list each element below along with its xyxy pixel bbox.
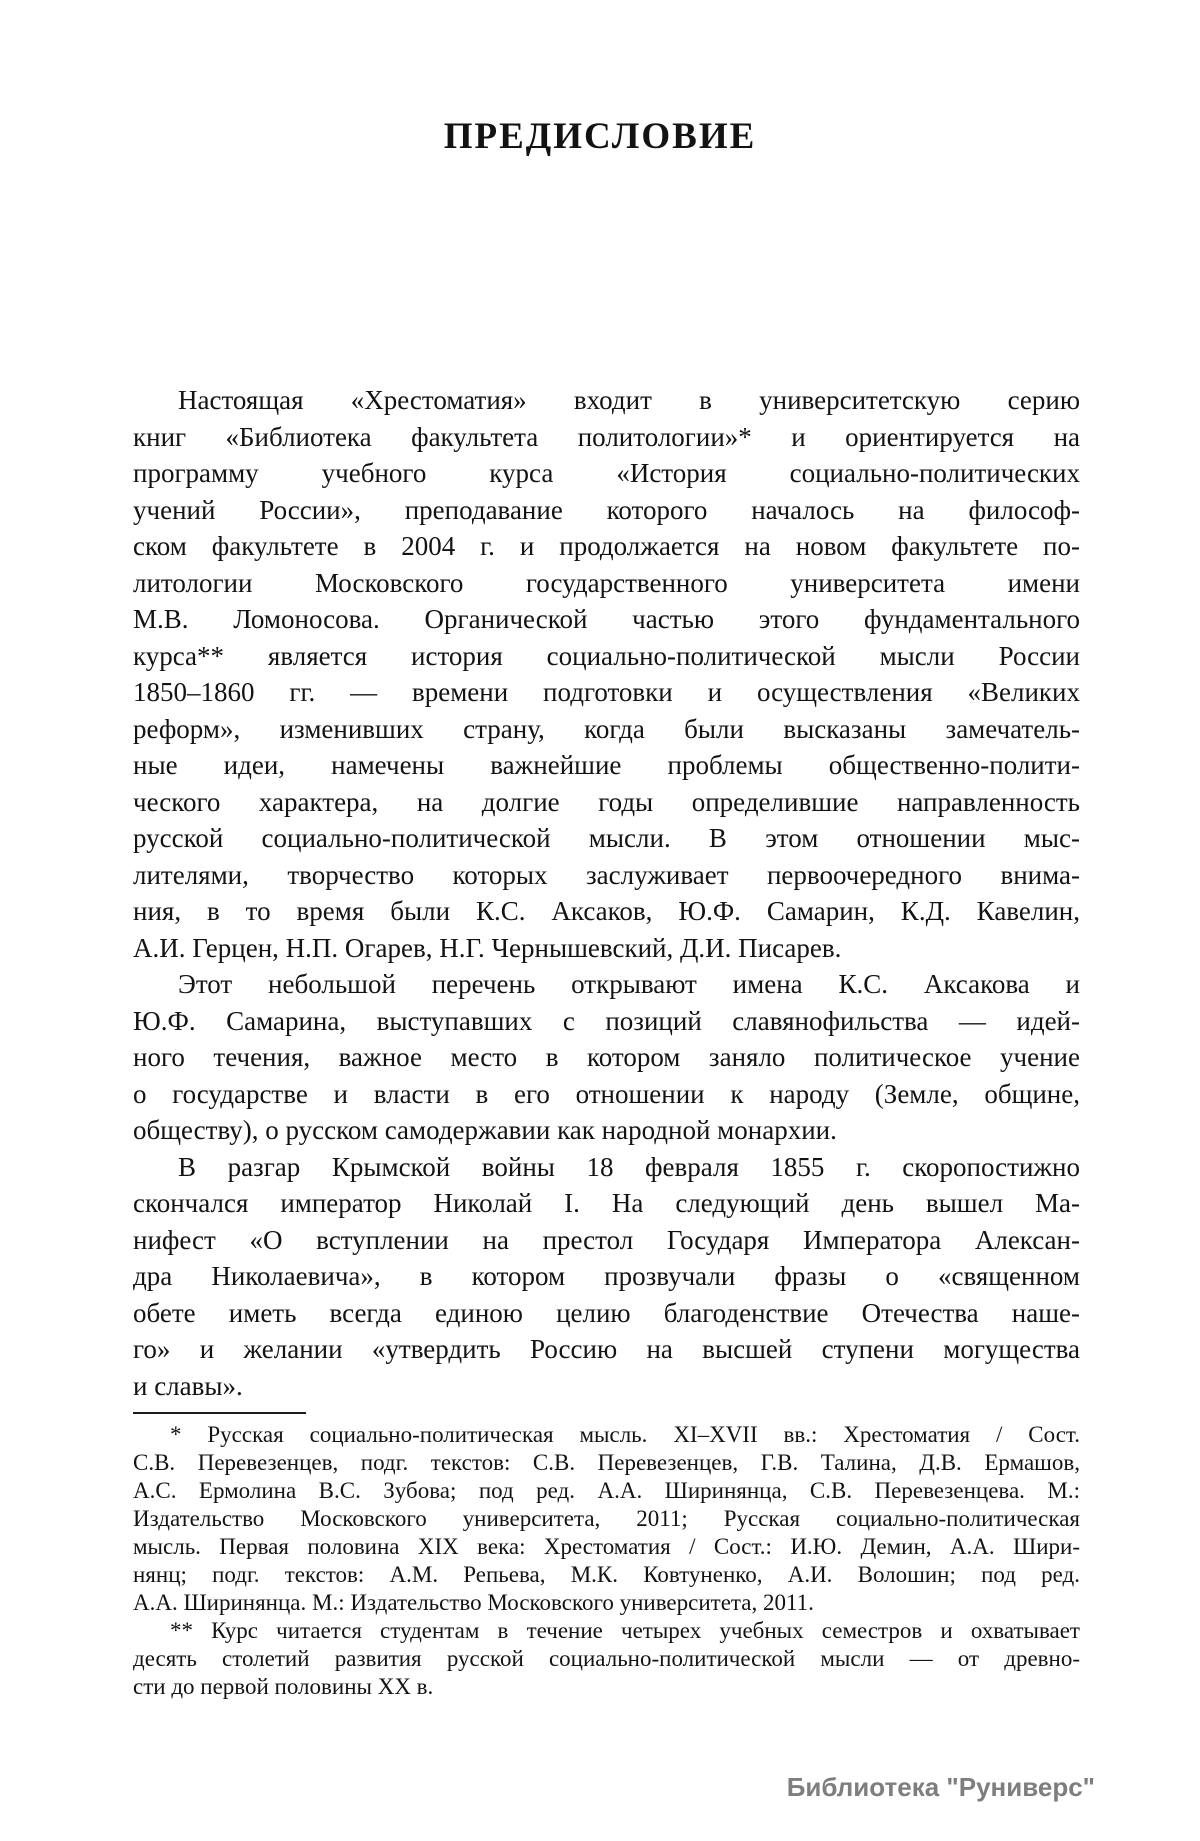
text-line: дра Николаевича», в котором прозвучали фразы о «священном bbox=[133, 1261, 1080, 1291]
text-line: ** Курс читается студентам в течение четырех учебных семестров и охватывает bbox=[170, 1618, 1080, 1643]
text-line: С.В. Перевезенцев, подг. текстов: С.В. Перевезенцев, Г.В. Талина, Д.В. Ермашов, bbox=[133, 1450, 1080, 1475]
text-line: ском факультете в 2004 г. и продолжается на новом факультете по- bbox=[133, 531, 1080, 561]
text-line: * Русская социально-политическая мысль. XI–XVII вв.: Хрестоматия / Сост. bbox=[170, 1422, 1080, 1447]
text-line: лителями, творчество которых заслуживает первоочередного внима- bbox=[133, 859, 1080, 890]
text-line: ного течения, важное место в котором заняло политическое учение bbox=[133, 1042, 1080, 1072]
text-line: и славы». bbox=[133, 1370, 243, 1401]
text-line: Ю.Ф. Самарина, выступавших с позиций славянофильства — идей- bbox=[133, 1005, 1080, 1036]
preface-text bbox=[133, 382, 1080, 1404]
text-line: А.А. Ширинянца. М.: Издательство Московского университета, 2011. bbox=[133, 1590, 814, 1615]
library-watermark: Библиотека "Руниверс" bbox=[786, 1772, 1095, 1802]
footnote-2 bbox=[133, 1617, 1080, 1701]
text-line: А.И. Герцен, Н.П. Огарев, Н.Г. Чернышевский, Д.И. Писарев. bbox=[133, 932, 842, 963]
text-line: го» и желании «утвердить Россию на высшей ступени могущества bbox=[133, 1334, 1080, 1364]
text-line: мысль. Первая половина XIX века: Хрестоматия / Сост.: И.Ю. Демин, А.А. Шири- bbox=[133, 1534, 1080, 1559]
paragraph-3 bbox=[133, 1149, 1080, 1405]
text-line: ния, в то время были К.С. Аксаков, Ю.Ф. Самарин, К.Д. Кавелин, bbox=[133, 896, 1080, 926]
text-line: курса** является история социально-политической мысли России bbox=[133, 640, 1080, 671]
footnote-separator-rule bbox=[133, 1412, 306, 1414]
text-line: Издательство Московского университета, 2011; Русская социально-политическая bbox=[133, 1506, 1080, 1531]
page-title: ПРЕДИСЛОВИЕ bbox=[443, 116, 757, 157]
footnotes bbox=[133, 1421, 1080, 1701]
paragraph-2 bbox=[133, 966, 1080, 1149]
text-line: ческого характера, на долгие годы определившие направленность bbox=[133, 786, 1080, 817]
text-line: В разгар Крымской войны 18 февраля 1855 г. скоропостижно bbox=[178, 1151, 1080, 1182]
text-line: программу учебного курса «История социально-политических bbox=[133, 458, 1080, 488]
text-line: о государстве и власти в его отношении к народу (Земле, общине, bbox=[133, 1078, 1080, 1109]
footnote-1 bbox=[133, 1421, 1080, 1617]
text-line: нифест «О вступлении на престол Государя Императора Алексан- bbox=[133, 1224, 1080, 1255]
paragraph-1 bbox=[133, 382, 1080, 966]
text-line: обществу), о русском самодержавии как народной монархии. bbox=[133, 1115, 837, 1145]
text-line: Этот небольшой перечень открывают имена К.С. Аксакова и bbox=[178, 969, 1080, 999]
text-line: 1850–1860 гг. — времени подготовки и осуществления «Великих bbox=[133, 677, 1080, 707]
text-line: сти до первой половины XX в. bbox=[133, 1674, 434, 1699]
text-line: десять столетий развития русской социально-политической мысли — от древно- bbox=[133, 1646, 1080, 1671]
text-line: скончался император Николай I. На следующий день вышел Ма- bbox=[133, 1188, 1080, 1218]
text-line: книг «Библиотека факультета политологии»* и ориентируется на bbox=[133, 421, 1080, 452]
text-line: учений России», преподавание которого началось на философ- bbox=[133, 494, 1080, 525]
text-line: Настоящая «Хрестоматия» входит в университетскую серию bbox=[178, 385, 1080, 415]
text-line: нянц; подг. текстов: А.М. Репьева, М.К. Ковтуненко, А.И. Волошин; под ред. bbox=[133, 1562, 1080, 1587]
text-line: А.С. Ермолина В.С. Зубова; под ред. А.А. Ширинянца, С.В. Перевезенцева. М.: bbox=[133, 1478, 1080, 1503]
text-line: реформ», изменивших страну, когда были высказаны замечатель- bbox=[133, 713, 1080, 744]
text-line: М.В. Ломоносова. Органической частью этого фундаментального bbox=[133, 604, 1080, 634]
text-line: обете иметь всегда единою целию благоденствие Отечества наше- bbox=[133, 1297, 1080, 1328]
text-line: ные идеи, намечены важнейшие проблемы общественно-полити- bbox=[133, 750, 1080, 780]
text-line: русской социально-политической мысли. В этом отношении мыс- bbox=[133, 823, 1080, 853]
text-line: литологии Московского государственного университета имени bbox=[133, 567, 1080, 598]
